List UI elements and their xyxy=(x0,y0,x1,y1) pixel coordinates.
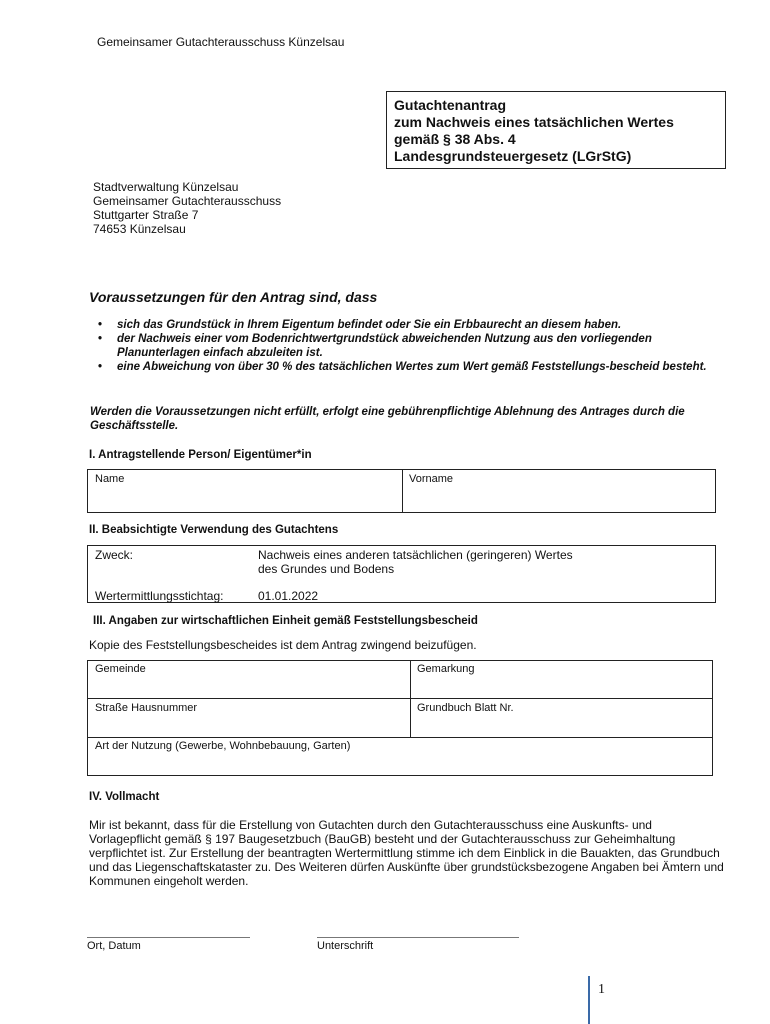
section-1-heading: I. Antragstellende Person/ Eigentümer*in xyxy=(89,449,312,461)
unterschrift-label: Unterschrift xyxy=(317,940,374,952)
section-3-heading: III. Angaben zur wirtschaftlichen Einheit gemäß Feststellungsbescheid xyxy=(93,615,478,627)
purpose-table xyxy=(87,545,716,603)
vorname-field[interactable]: Vorname xyxy=(409,473,454,485)
requirement-item: • der Nachweis einer vom Bodenrichtwertgrundstück abweichenden Nutzung aus den vorliegenden Planunterlagen einfach abzuleiten ist. xyxy=(117,332,737,360)
document-header: Gemeinsamer Gutachterausschuss Künzelsau xyxy=(97,35,345,49)
title-line: gemäß § 38 Abs. 4 xyxy=(394,131,516,147)
grundbuch-field[interactable]: Grundbuch Blatt Nr. xyxy=(417,702,514,714)
title-line: Landesgrundsteuergesetz (LGrStG) xyxy=(394,148,632,164)
requirements-heading: Voraussetzungen für den Antrag sind, dass xyxy=(89,289,378,305)
recipient-address xyxy=(93,180,281,236)
gemarkung-field[interactable]: Gemarkung xyxy=(417,663,475,675)
page-number: 1 xyxy=(598,982,605,997)
address-line: Stadtverwaltung Künzelsau xyxy=(93,180,239,194)
title-box xyxy=(386,91,726,169)
title-line: Gutachtenantrag xyxy=(394,97,507,113)
section-4-heading: IV. Vollmacht xyxy=(89,791,160,803)
zweck-value: des Grundes und Bodens xyxy=(258,562,395,576)
signature-line-unterschrift[interactable] xyxy=(317,937,519,938)
ort-datum-label: Ort, Datum xyxy=(87,940,141,952)
applicant-table xyxy=(87,469,716,513)
copy-note: Kopie des Feststellungsbescheides ist dem Antrag zwingend beizufügen. xyxy=(89,638,477,652)
table-divider xyxy=(410,661,411,737)
table-divider xyxy=(88,698,712,699)
strasse-field[interactable]: Straße Hausnummer xyxy=(95,702,198,714)
stichtag-label: Wertermittlungsstichtag: xyxy=(95,589,224,603)
signature-line-ort-datum[interactable] xyxy=(87,937,250,938)
name-field[interactable]: Name xyxy=(95,473,125,485)
requirement-item: • sich das Grundstück in Ihrem Eigentum befindet oder Sie ein Erbbaurecht an diesem haben. xyxy=(117,318,737,332)
section-2-heading: II. Beabsichtigte Verwendung des Gutachtens xyxy=(89,524,339,536)
requirement-item: • eine Abweichung von über 30 % des tatsächlichen Wertes zum Wert gemäß Feststellungs-bescheid besteht. xyxy=(117,360,737,374)
address-line: 74653 Künzelsau xyxy=(93,222,186,236)
page-number-bar xyxy=(588,976,590,1024)
zweck-value: Nachweis eines anderen tatsächlichen (geringeren) Wertes xyxy=(258,548,573,562)
address-line: Gemeinsamer Gutachterausschuss xyxy=(93,194,282,208)
nutzung-field[interactable]: Art der Nutzung (Gewerbe, Wohnbebauung, Garten) xyxy=(95,740,351,752)
table-divider xyxy=(88,737,712,738)
table-divider xyxy=(402,470,403,512)
gemeinde-field[interactable]: Gemeinde xyxy=(95,663,146,675)
title-line: zum Nachweis eines tatsächlichen Wertes xyxy=(394,114,674,130)
property-table xyxy=(87,660,713,776)
warning-text: Werden die Voraussetzungen nicht erfüllt, erfolgt eine gebührenpflichtige Ablehnung des Antrages durch die Geschäftsstelle. xyxy=(90,406,685,432)
vollmacht-text: Mir ist bekannt, dass für die Erstellung von Gutachten durch den Gutachterausschuss eine Auskunfts- und Vorlagepflicht gemäß § 197 Baugesetzbuch (BauGB) besteht und der Gutachterausschuss zur Geheimhaltung verpflichtet ist. Zur Erstellung der beantragten Wertermittlung stimme ich dem Einblick in die Bauakten, das Grundbuch und das Liegenschaftskataster zu. Des Weiteren dürfen Auskünfte über grundstücksbezogene Angaben bei Ämtern und Kommunen eingeholt werden. xyxy=(89,818,724,888)
requirements-list xyxy=(89,318,737,374)
stichtag-value: 01.01.2022 xyxy=(258,589,319,603)
zweck-label: Zweck: xyxy=(95,548,134,562)
address-line: Stuttgarter Straße 7 xyxy=(93,208,199,222)
